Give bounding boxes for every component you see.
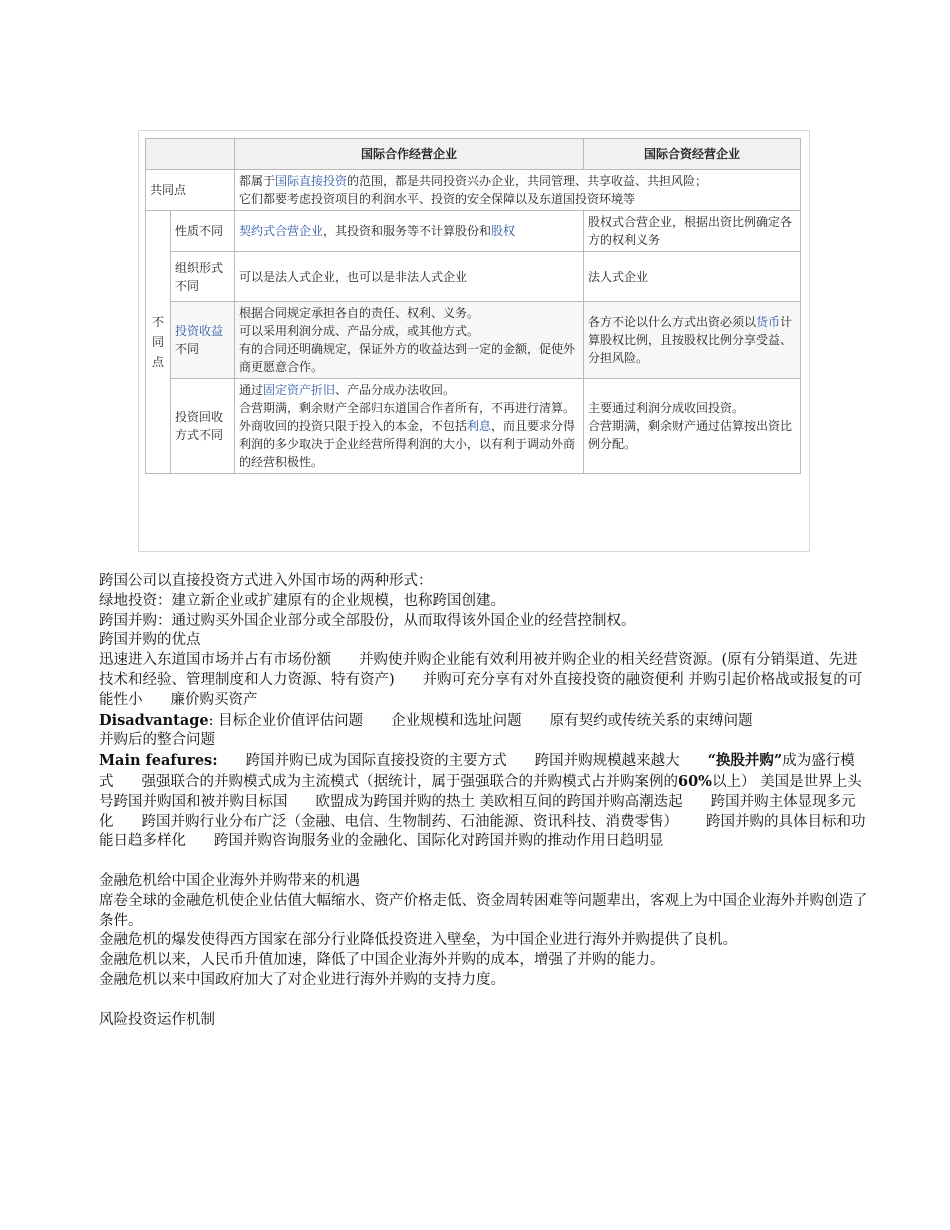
feature-item: 跨国并购的具体目标和功能日趋多样化	[99, 813, 866, 850]
nature-coop-cell	[235, 211, 584, 252]
table-header-row	[146, 139, 801, 170]
document-body	[99, 572, 869, 1030]
cell-text: 通过	[239, 383, 264, 397]
table-row-recovery	[146, 379, 801, 474]
advantages-paragraph	[99, 651, 869, 710]
cell-text: 主要通过利润分成收回投资。	[588, 401, 745, 415]
row-label-return	[170, 302, 234, 379]
recovery-coop-cell	[235, 379, 584, 474]
feature-item: 欧盟成为跨国并购的热土	[315, 793, 475, 810]
cell-text: 它们都要考虑投资项目的利润水平、投资的安全保障以及东道国投资环境等	[239, 192, 636, 206]
cell-text: ，而且要求分得利润的多少取决于企业经营所得利润的大小，以有利于调动外商的经营积极性。	[239, 419, 576, 469]
paragraph: 金融危机以来，人民币升值加速，降低了中国企业海外并购的成本，增强了并购的能力。	[99, 952, 665, 969]
cell-text: 各方不论以什么方式出资必须以	[588, 315, 757, 329]
paragraph: 席卷全球的金融危机使企业估值大幅缩水、资产价格走低、资金周转困难等问题辈出，客观上为中国企业海外并购创造了条件。	[99, 892, 868, 929]
disadvantage-item: 目标企业价值评估问题	[218, 712, 364, 729]
organization-jv-cell: 法人式企业	[584, 252, 801, 302]
section-heading: 跨国并购的优点	[99, 632, 201, 649]
feature-item: 美欧相互间的跨国并购高潮迭起	[479, 793, 683, 810]
paragraph: 绿地投资：建立新企业或扩建原有的企业规模，也称跨国创建。	[99, 592, 505, 609]
link-equity[interactable]: 股权	[491, 224, 516, 238]
row-label-nature: 性质不同	[170, 211, 234, 252]
return-jv-cell	[584, 302, 801, 379]
disadvantage-item: 企业规模和选址问题	[391, 712, 522, 729]
row-group-different	[146, 211, 171, 474]
return-coop-cell	[235, 302, 584, 379]
section-heading: 风险投资运作机制	[99, 1011, 215, 1028]
row-label-recovery: 投资回收方式不同	[170, 379, 234, 474]
paragraph: 金融危机的爆发使得西方国家在部分行业降低投资进入壁垒，为中国企业进行海外并购提供了良机。	[99, 932, 737, 949]
similar-content	[235, 170, 801, 211]
link-depreciation[interactable]: 固定资产折旧	[263, 383, 336, 397]
link-contract-jv[interactable]: 契约式合营企业	[239, 224, 324, 238]
cell-text: 计算股权比例，且按股权比例分享受益、分担风险。	[588, 315, 793, 365]
spacer	[99, 852, 869, 872]
advantage-item: 并购使并购企业能有效利用被并购企业的相关经营资源。(原有分销渠道、先进技术和经验、管理制度和人力资源、特有资产)	[99, 652, 858, 688]
disadvantage-item: 原有契约或传统关系的束缚问题	[549, 712, 753, 729]
advantage-item: 迅速进入东道国市场并占有市场份额	[99, 652, 331, 669]
feature-item: 以上）	[711, 773, 756, 790]
row-label-organization: 组织形式不同	[170, 252, 234, 302]
table-row-similar	[146, 170, 801, 211]
comparison-table-image	[138, 130, 810, 552]
cell-text: 可以采用利润分成、产品分成，或其他方式。	[239, 324, 480, 338]
cell-text: 合营期满，剩余财产全部归东道国合作者所有，不再进行清算。	[239, 401, 576, 415]
recovery-jv-cell	[584, 379, 801, 474]
feature-item: 跨国并购规模越来越大	[534, 753, 680, 770]
cell-text: 不同	[174, 342, 199, 356]
advantage-item: 廉价购买资产	[170, 691, 258, 708]
paragraph: 跨国并购：通过购买外国企业部分或全部股份，从而取得该外国企业的经营控制权。	[99, 612, 636, 629]
link-currency[interactable]: 货币	[756, 315, 781, 329]
feature-item: 成为盛行模式	[99, 753, 855, 790]
advantage-item: 并购可充分享有对外直接投资的融资便利	[422, 671, 684, 688]
table-row-nature	[146, 211, 801, 252]
section-heading: 金融危机给中国企业海外并购带来的机遇	[99, 872, 360, 889]
comparison-table	[145, 138, 801, 474]
cell-text: 根据合同规定承担各自的责任、权利、义务。	[239, 306, 480, 320]
cell-text: 外商收回的投资只限于投入的本金，不包括	[239, 419, 468, 433]
disadvantage-label: Disadvantage	[99, 711, 209, 729]
link-interest[interactable]: 利息	[467, 419, 492, 433]
col-header-jointventure: 国际合资经营企业	[584, 139, 801, 170]
col-header-cooperative: 国际合作经营企业	[235, 139, 584, 170]
row-label-similar: 共同点	[146, 170, 235, 211]
nature-jv-cell: 股权式合营企业，根据出资比例确定各方的权利义务	[584, 211, 801, 252]
feature-item: 美国是世界上头号跨国并购国和被并购目标国	[99, 773, 862, 810]
feature-item-bold: “换股并购”	[707, 752, 783, 770]
paragraph: 金融危机以来中国政府加大了对企业进行海外并购的支持力度。	[99, 971, 505, 988]
feature-percent: 60%	[678, 772, 712, 790]
table-row-organization	[146, 252, 801, 302]
advantage-item: 并购引起价格战或报复的可能性小	[99, 671, 863, 708]
organization-coop-cell: 可以是法人式企业，也可以是非法人式企业	[235, 252, 584, 302]
cell-text: 合营期满，剩余财产通过估算按出资比例分配。	[588, 419, 793, 451]
feature-item: 跨国并购已成为国际直接投资的主要方式	[245, 753, 507, 770]
cell-text: 的范围，都是共同投资兴办企业，共同管理、共享收益、共担风险；	[347, 174, 708, 188]
cell-text: 、产品分成办法收回。	[335, 383, 456, 397]
table-row-return	[146, 302, 801, 379]
different-label: 不同点	[151, 315, 164, 369]
feature-item: 跨国并购咨询服务业的金融化、国际化对跨国并购的推动作用日趋明显	[214, 833, 664, 850]
feature-item: 跨国并购行业分布广泛（金融、电信、生物制药、石油能源、资讯科技、消费零售）	[141, 813, 678, 830]
feature-item: 强强联合的并购模式成为主流模式（据统计，属于强强联合的并购模式占并购案例的	[141, 773, 678, 790]
disadvantages-paragraph	[99, 711, 869, 752]
link-investment-return[interactable]: 投资收益	[174, 324, 223, 338]
feature-item: 跨国并购主体显现多元化	[99, 793, 856, 830]
cell-text: 都属于	[239, 174, 276, 188]
link-fdi[interactable]: 国际直接投资	[275, 174, 348, 188]
features-label: Main feafures:	[99, 752, 218, 770]
paragraph: 跨国公司以直接投资方式进入外国市场的两种形式：	[99, 573, 433, 589]
features-paragraph	[99, 751, 869, 852]
label-colon: :	[208, 712, 214, 729]
corner-cell	[146, 139, 235, 170]
spacer	[99, 991, 869, 1011]
cell-text: ，其投资和服务等不计算股份和	[323, 224, 492, 238]
disadvantage-item: 并购后的整合问题	[99, 732, 215, 749]
cell-text: 有的合同还明确规定，保证外方的收益达到一定的金额，促使外商更愿意合作。	[239, 342, 576, 374]
